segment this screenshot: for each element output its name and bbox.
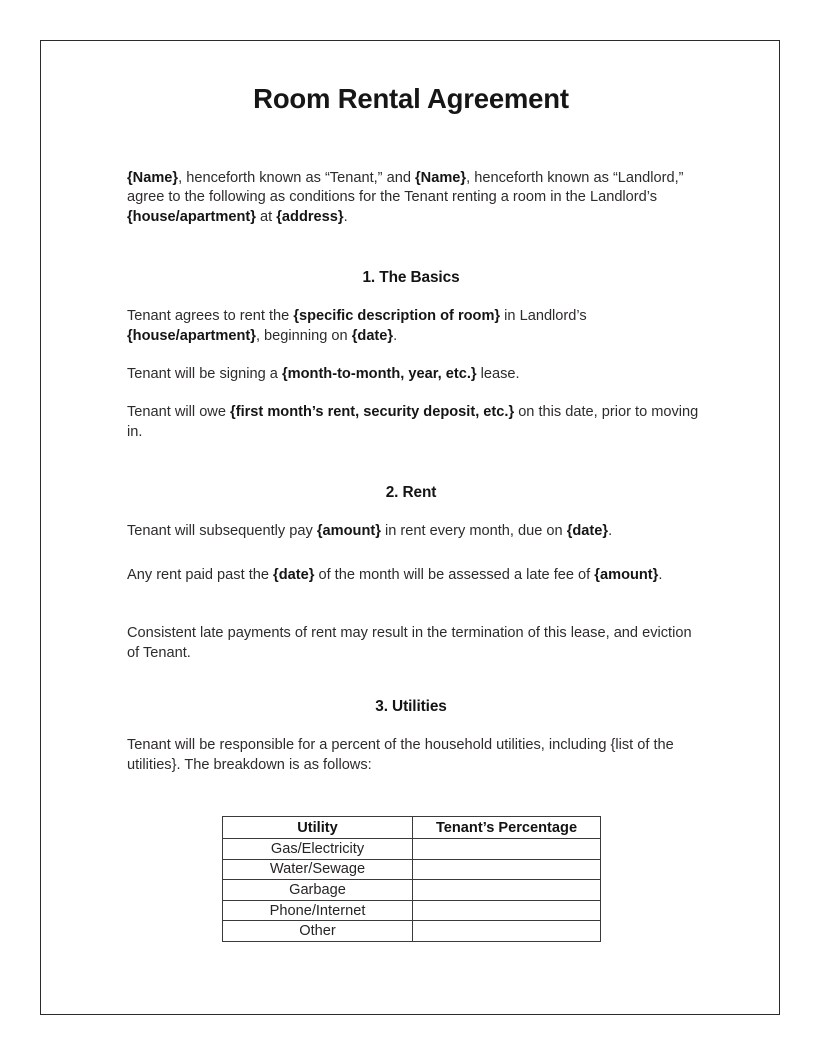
section-utilities <box>41 698 781 773</box>
section-the-basics <box>41 269 781 440</box>
cell-utility: Water/Sewage <box>223 859 413 880</box>
section-paragraph <box>127 624 699 663</box>
utilities-table <box>222 816 601 942</box>
section-rent <box>41 484 781 661</box>
placeholder-token: {first month’s rent, security deposit, etc.} <box>230 404 515 420</box>
cell-tenant-percentage[interactable] <box>413 921 601 942</box>
body-text-run: . <box>608 523 613 539</box>
body-text-run: Any rent paid past the <box>127 567 274 583</box>
body-text-run: Tenant will owe <box>127 404 231 420</box>
table-row <box>223 921 601 942</box>
cell-utility: Gas/Electricity <box>223 839 413 860</box>
section-paragraph <box>127 365 699 385</box>
section-paragraph <box>127 566 699 586</box>
column-header-tenant-percentage: Tenant’s Percentage <box>413 817 601 839</box>
body-text-run: Tenant agrees to rent the <box>127 308 294 324</box>
section-heading: 2. Rent <box>385 484 437 501</box>
table-row <box>223 900 601 921</box>
body-text-run: Tenant will subsequently pay <box>127 523 317 539</box>
placeholder-token: {house/apartment} <box>127 208 256 225</box>
body-text-run: . <box>393 327 398 344</box>
placeholder-token: {specific description of room} <box>293 308 501 324</box>
body-text-run: Tenant will be signing a <box>127 366 282 382</box>
body-text-run: in rent every month, due on <box>380 523 567 539</box>
cell-utility: Other <box>223 921 413 942</box>
body-text-run: Consistent late payments of rent may result in the termination of this lease, and eviction of Tenant. <box>127 625 692 661</box>
cell-tenant-percentage[interactable] <box>413 839 601 860</box>
table-row <box>223 880 601 901</box>
cell-tenant-percentage[interactable] <box>413 900 601 921</box>
body-text-run: in Landlord’s <box>500 308 587 324</box>
placeholder-token: {date} <box>566 523 609 539</box>
cell-utility: Phone/Internet <box>223 900 413 921</box>
section-paragraph <box>127 403 699 442</box>
document-page <box>40 40 780 1015</box>
page-title: Room Rental Agreement <box>253 83 569 114</box>
placeholder-token: {Name} <box>127 169 179 186</box>
body-text-run: , henceforth known as “Tenant,” and <box>178 169 415 186</box>
body-text-run: . <box>658 567 663 583</box>
section-heading: 1. The Basics <box>362 269 460 286</box>
section-paragraph <box>127 307 699 346</box>
table-row <box>223 839 601 860</box>
utilities-table-container <box>222 816 600 942</box>
intro-paragraph <box>127 169 697 228</box>
cell-tenant-percentage[interactable] <box>413 880 601 901</box>
cell-tenant-percentage[interactable] <box>413 859 601 880</box>
placeholder-token: {Name} <box>415 169 467 186</box>
placeholder-token: {amount} <box>594 567 659 583</box>
body-text-run: at <box>255 208 277 225</box>
placeholder-token: {date} <box>351 327 394 344</box>
section-paragraph <box>127 522 699 542</box>
column-header-utility: Utility <box>223 817 413 839</box>
body-text-run: of the month will be assessed a late fee of <box>314 567 595 583</box>
cell-utility: Garbage <box>223 880 413 901</box>
table-header-row <box>223 817 601 839</box>
utilities-table-body <box>223 839 601 942</box>
placeholder-token: {date} <box>273 567 315 583</box>
section-heading: 3. Utilities <box>375 698 447 715</box>
section-paragraph <box>127 736 699 775</box>
placeholder-token: {month-to-month, year, etc.} <box>281 366 477 382</box>
body-text-run: Tenant will be responsible for a percent of the household utilities, including {list of the utilities}. The breakdown is as follows: <box>127 737 674 773</box>
body-text-run: , beginning on <box>255 327 352 344</box>
body-text-run: , henceforth known as “Landlord,” agree to the following as conditions for the Tenant renting a room in the Landlord’s <box>127 169 684 206</box>
placeholder-token: {address} <box>276 208 344 225</box>
placeholder-token: {amount} <box>316 523 381 539</box>
table-row <box>223 859 601 880</box>
body-text-run: lease. <box>476 366 520 382</box>
placeholder-token: {house/apartment} <box>127 327 256 344</box>
body-text-run: . <box>343 208 348 225</box>
body-text-run: on this date, prior to moving in. <box>127 404 699 440</box>
